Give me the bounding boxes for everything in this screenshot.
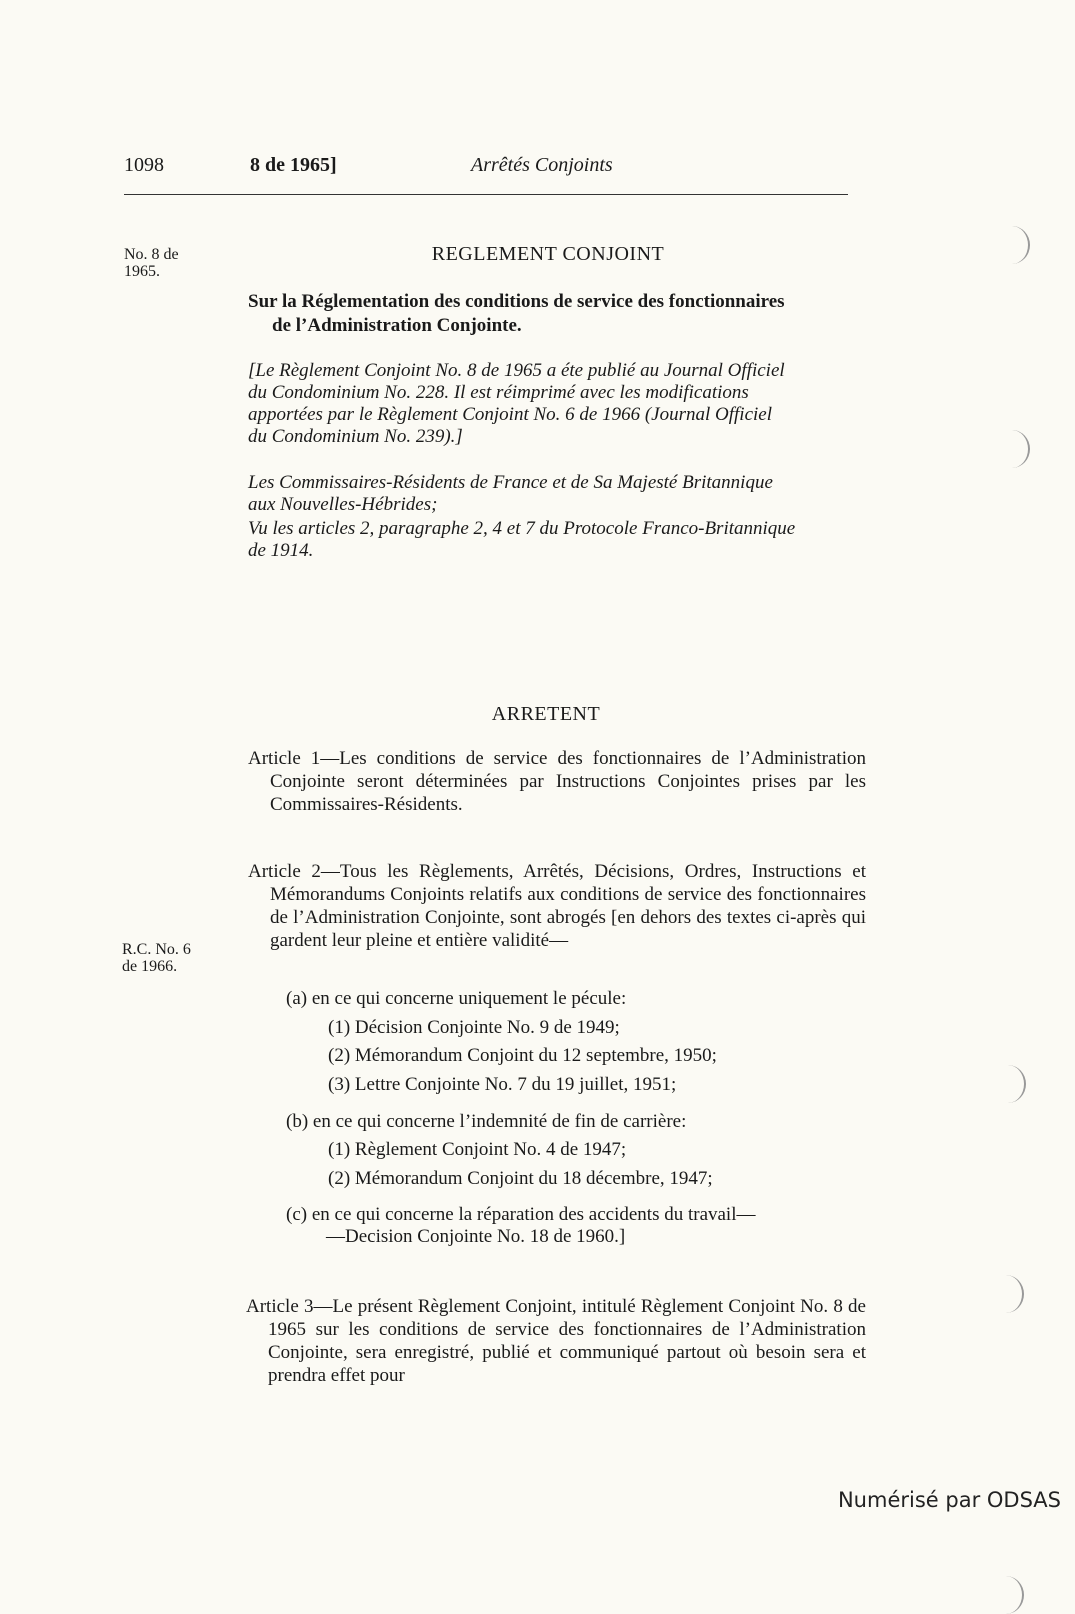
binder-hole-mark <box>994 430 1030 468</box>
preamble-line: Les Commissaires-Résidents de France et de Sa Majesté Britannique <box>248 472 773 493</box>
margin-note-rc6 <box>122 941 191 975</box>
subtitle-line: Sur la Réglementation des conditions de service des fonctionnaires <box>248 291 785 312</box>
running-title: Arrêtés Conjoints <box>471 154 613 176</box>
arretent-heading: ARRETENT <box>491 703 601 725</box>
list-item-b: (b) en ce qui concerne l’indemnité de fin de carrière: <box>286 1111 687 1132</box>
margin-note-no8 <box>124 246 179 280</box>
editorial-note <box>248 360 848 448</box>
article-2: Article 2—Tous les Règlements, Arrêtés, Décisions, Ordres, Instructions et Mémorandums Conjoints relatifs aux conditions de service des fonctionnaires de l’Administration Conjointe, sont abrogés [en dehors des textes ci-après qui gardent leur pleine et entière validité— <box>248 861 866 951</box>
binder-hole-mark <box>988 1576 1024 1614</box>
list-item-c2: —Decision Conjointe No. 18 de 1960.] <box>326 1226 626 1247</box>
margin-note-line: de 1966. <box>122 958 178 975</box>
list-item-a2: (2) Mémorandum Conjoint du 12 septembre, 1950; <box>328 1045 717 1066</box>
list-item-b1: (1) Règlement Conjoint No. 4 de 1947; <box>328 1139 627 1160</box>
list-item-a: (a) en ce qui concerne uniquement le pécule: <box>286 988 627 1009</box>
list-item-a3: (3) Lettre Conjointe No. 7 du 19 juillet, 1951; <box>328 1074 677 1095</box>
subtitle-line: de l’Administration Conjointe. <box>272 315 522 336</box>
margin-note-line: No. 8 de <box>124 246 179 263</box>
preamble-line: Vu les articles 2, paragraphe 2, 4 et 7 du Protocole Franco-Britannique <box>248 518 796 539</box>
list-item-b2: (2) Mémorandum Conjoint du 18 décembre, 1947; <box>328 1168 713 1189</box>
margin-note-line: 1965. <box>124 263 160 280</box>
binder-hole-mark <box>988 1275 1024 1313</box>
note-line: du Condominium No. 239).] <box>248 426 463 447</box>
document-subtitle <box>248 290 848 338</box>
article-3: Article 3—Le présent Règlement Conjoint, intitulé Règlement Conjoint No. 8 de 1965 sur les conditions de service des fonctionnaires de l’Administration Conjointe, sera enregistré, publié et communiqué partout où besoin sera et prendra effet pour <box>246 1296 866 1386</box>
page-number: 1098 <box>124 154 164 176</box>
preamble-line: de 1914. <box>248 540 314 561</box>
scan-credit: Numérisé par ODSAS <box>837 1488 1061 1512</box>
binder-hole-mark <box>994 226 1030 264</box>
header-rule <box>124 194 848 195</box>
preamble <box>248 472 848 562</box>
note-line: apportées par le Règlement Conjoint No. 6 de 1966 (Journal Officiel <box>248 404 773 425</box>
preamble-line: aux Nouvelles-Hébrides; <box>248 494 438 515</box>
binder-hole-mark <box>990 1065 1026 1103</box>
document-title: REGLEMENT CONJOINT <box>431 243 665 265</box>
note-line: du Condominium No. 228. Il est réimprimé avec les modifications <box>248 382 749 403</box>
list-item-a1: (1) Décision Conjointe No. 9 de 1949; <box>328 1017 620 1038</box>
header-reference: 8 de 1965] <box>250 154 337 176</box>
margin-note-line: R.C. No. 6 <box>122 941 191 958</box>
article-1: Article 1—Les conditions de service des fonctionnaires de l’Administration Conjointe seront déterminées par Instructions Conjointes prises par les Commissaires-Résidents. <box>248 748 866 815</box>
list-item-c: (c) en ce qui concerne la réparation des accidents du travail— <box>286 1204 756 1225</box>
note-line: [Le Règlement Conjoint No. 8 de 1965 a éte publié au Journal Officiel <box>248 360 785 381</box>
